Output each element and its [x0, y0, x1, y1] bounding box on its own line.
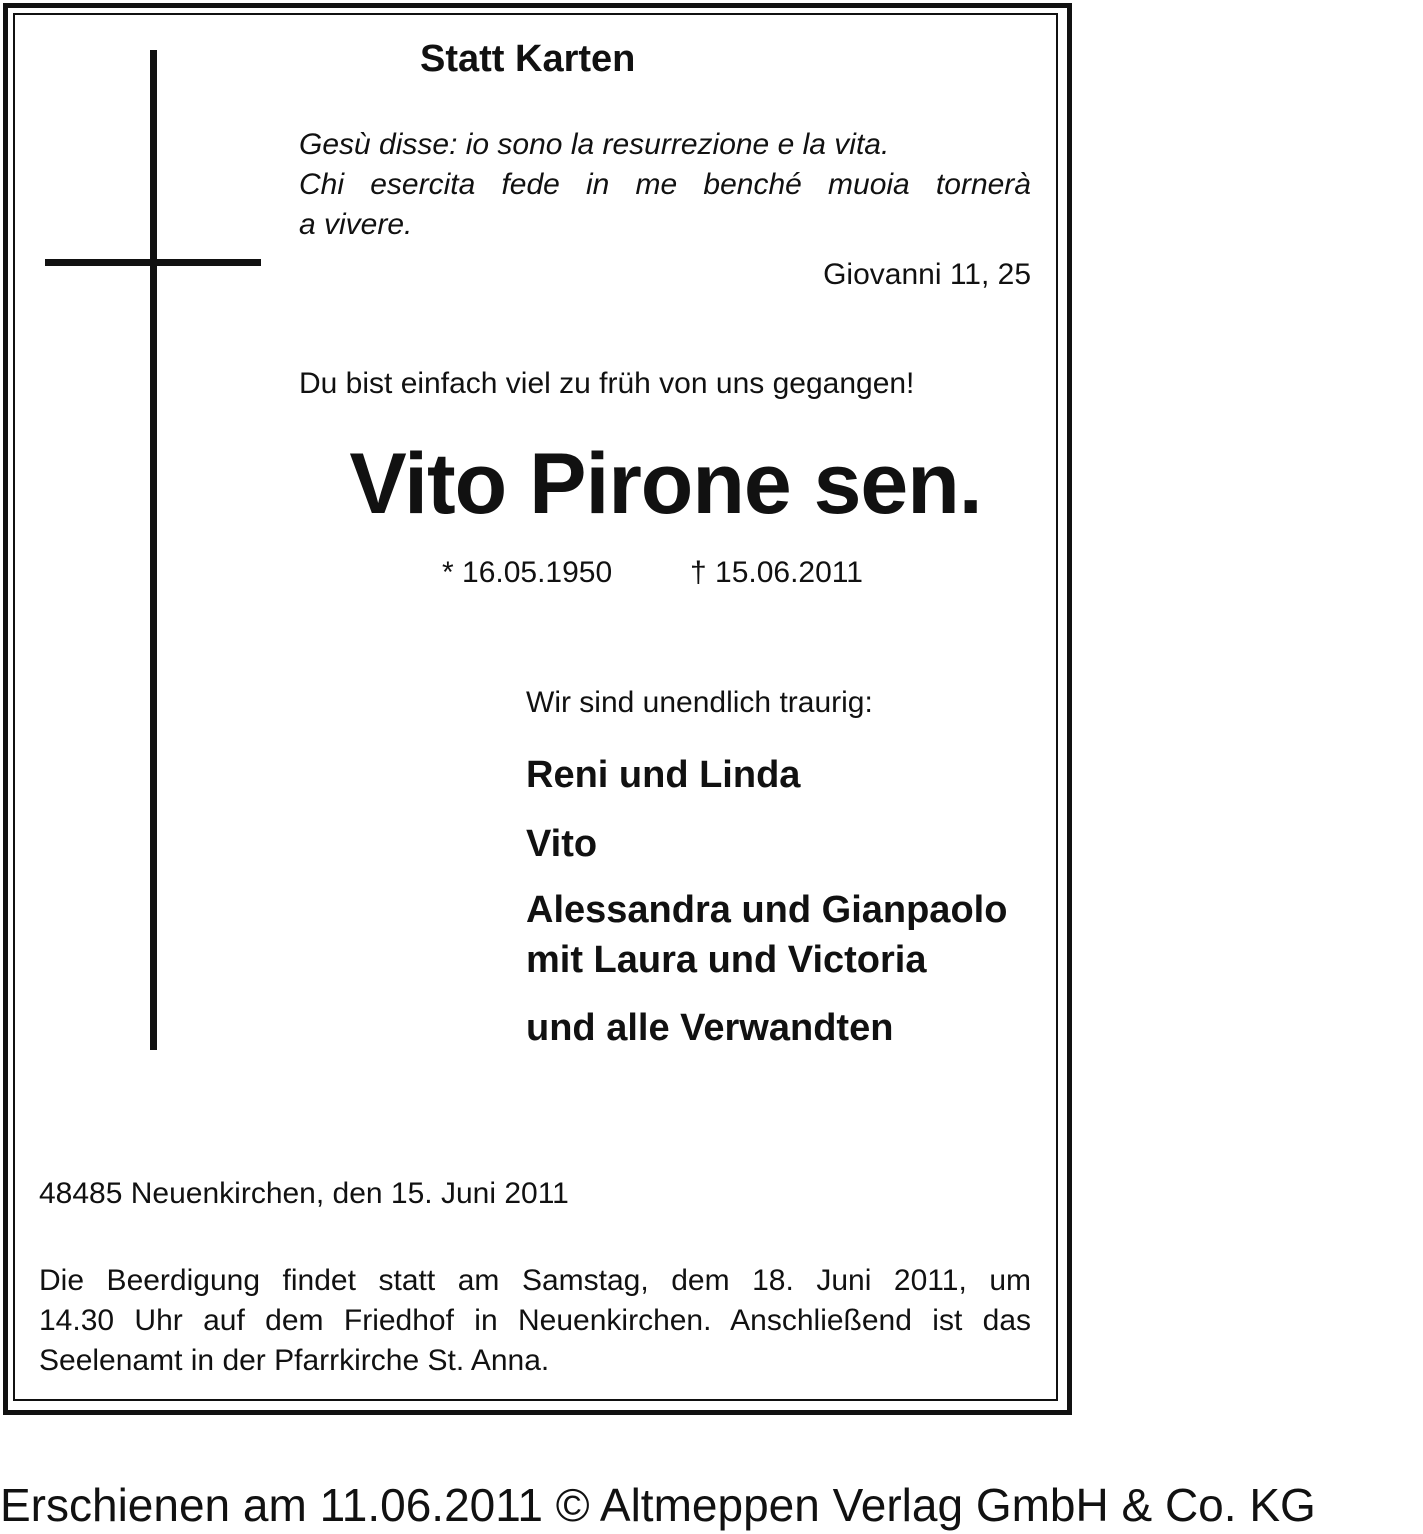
mourner-line: Alessandra und Gianpaolo: [526, 889, 1008, 931]
mourner-line: mit Laura und Victoria: [526, 939, 927, 981]
place-and-date: 48485 Neuenkirchen, den 15. Juni 2011: [39, 1177, 569, 1210]
mourners-intro: Wir sind unendlich traurig:: [526, 686, 873, 719]
bible-verse-line: Gesù disse: io sono la resurrezione e la vita.: [299, 128, 890, 161]
bible-verse-line: Chi esercita fede in me benché muoia tornerà: [299, 168, 1031, 201]
funeral-details-line: Seelenamt in der Pfarrkirche St. Anna.: [39, 1344, 550, 1377]
verse-reference: Giovanni 11, 25: [823, 258, 1031, 291]
lament-text: Du bist einfach viel zu früh von uns gegangen!: [299, 367, 915, 400]
mourner-line: Reni und Linda: [526, 754, 801, 796]
deceased-name: Vito Pirone sen.: [349, 436, 982, 532]
mourner-line: und alle Verwandten: [526, 1007, 894, 1049]
bible-verse: [299, 125, 1031, 245]
funeral-details-line: 14.30 Uhr auf dem Friedhof in Neuenkirchen. Anschließend ist das: [39, 1304, 1031, 1337]
notice-header: Statt Karten: [420, 38, 636, 80]
mourner-line: Vito: [526, 823, 598, 865]
bible-verse-line: a vivere.: [299, 208, 413, 241]
death-date: † 15.06.2011: [690, 556, 863, 589]
cross-icon-horizontal-bar: [45, 259, 261, 266]
funeral-details-line: Die Beerdigung findet statt am Samstag, dem 18. Juni 2011, um: [39, 1264, 1031, 1297]
publisher-credit: Erschienen am 11.06.2011 © Altmeppen Verlag GmbH & Co. KG: [0, 1479, 1316, 1531]
funeral-details: [39, 1261, 1031, 1381]
birth-date: * 16.05.1950: [442, 556, 613, 589]
cross-icon-vertical-bar: [150, 50, 157, 1050]
